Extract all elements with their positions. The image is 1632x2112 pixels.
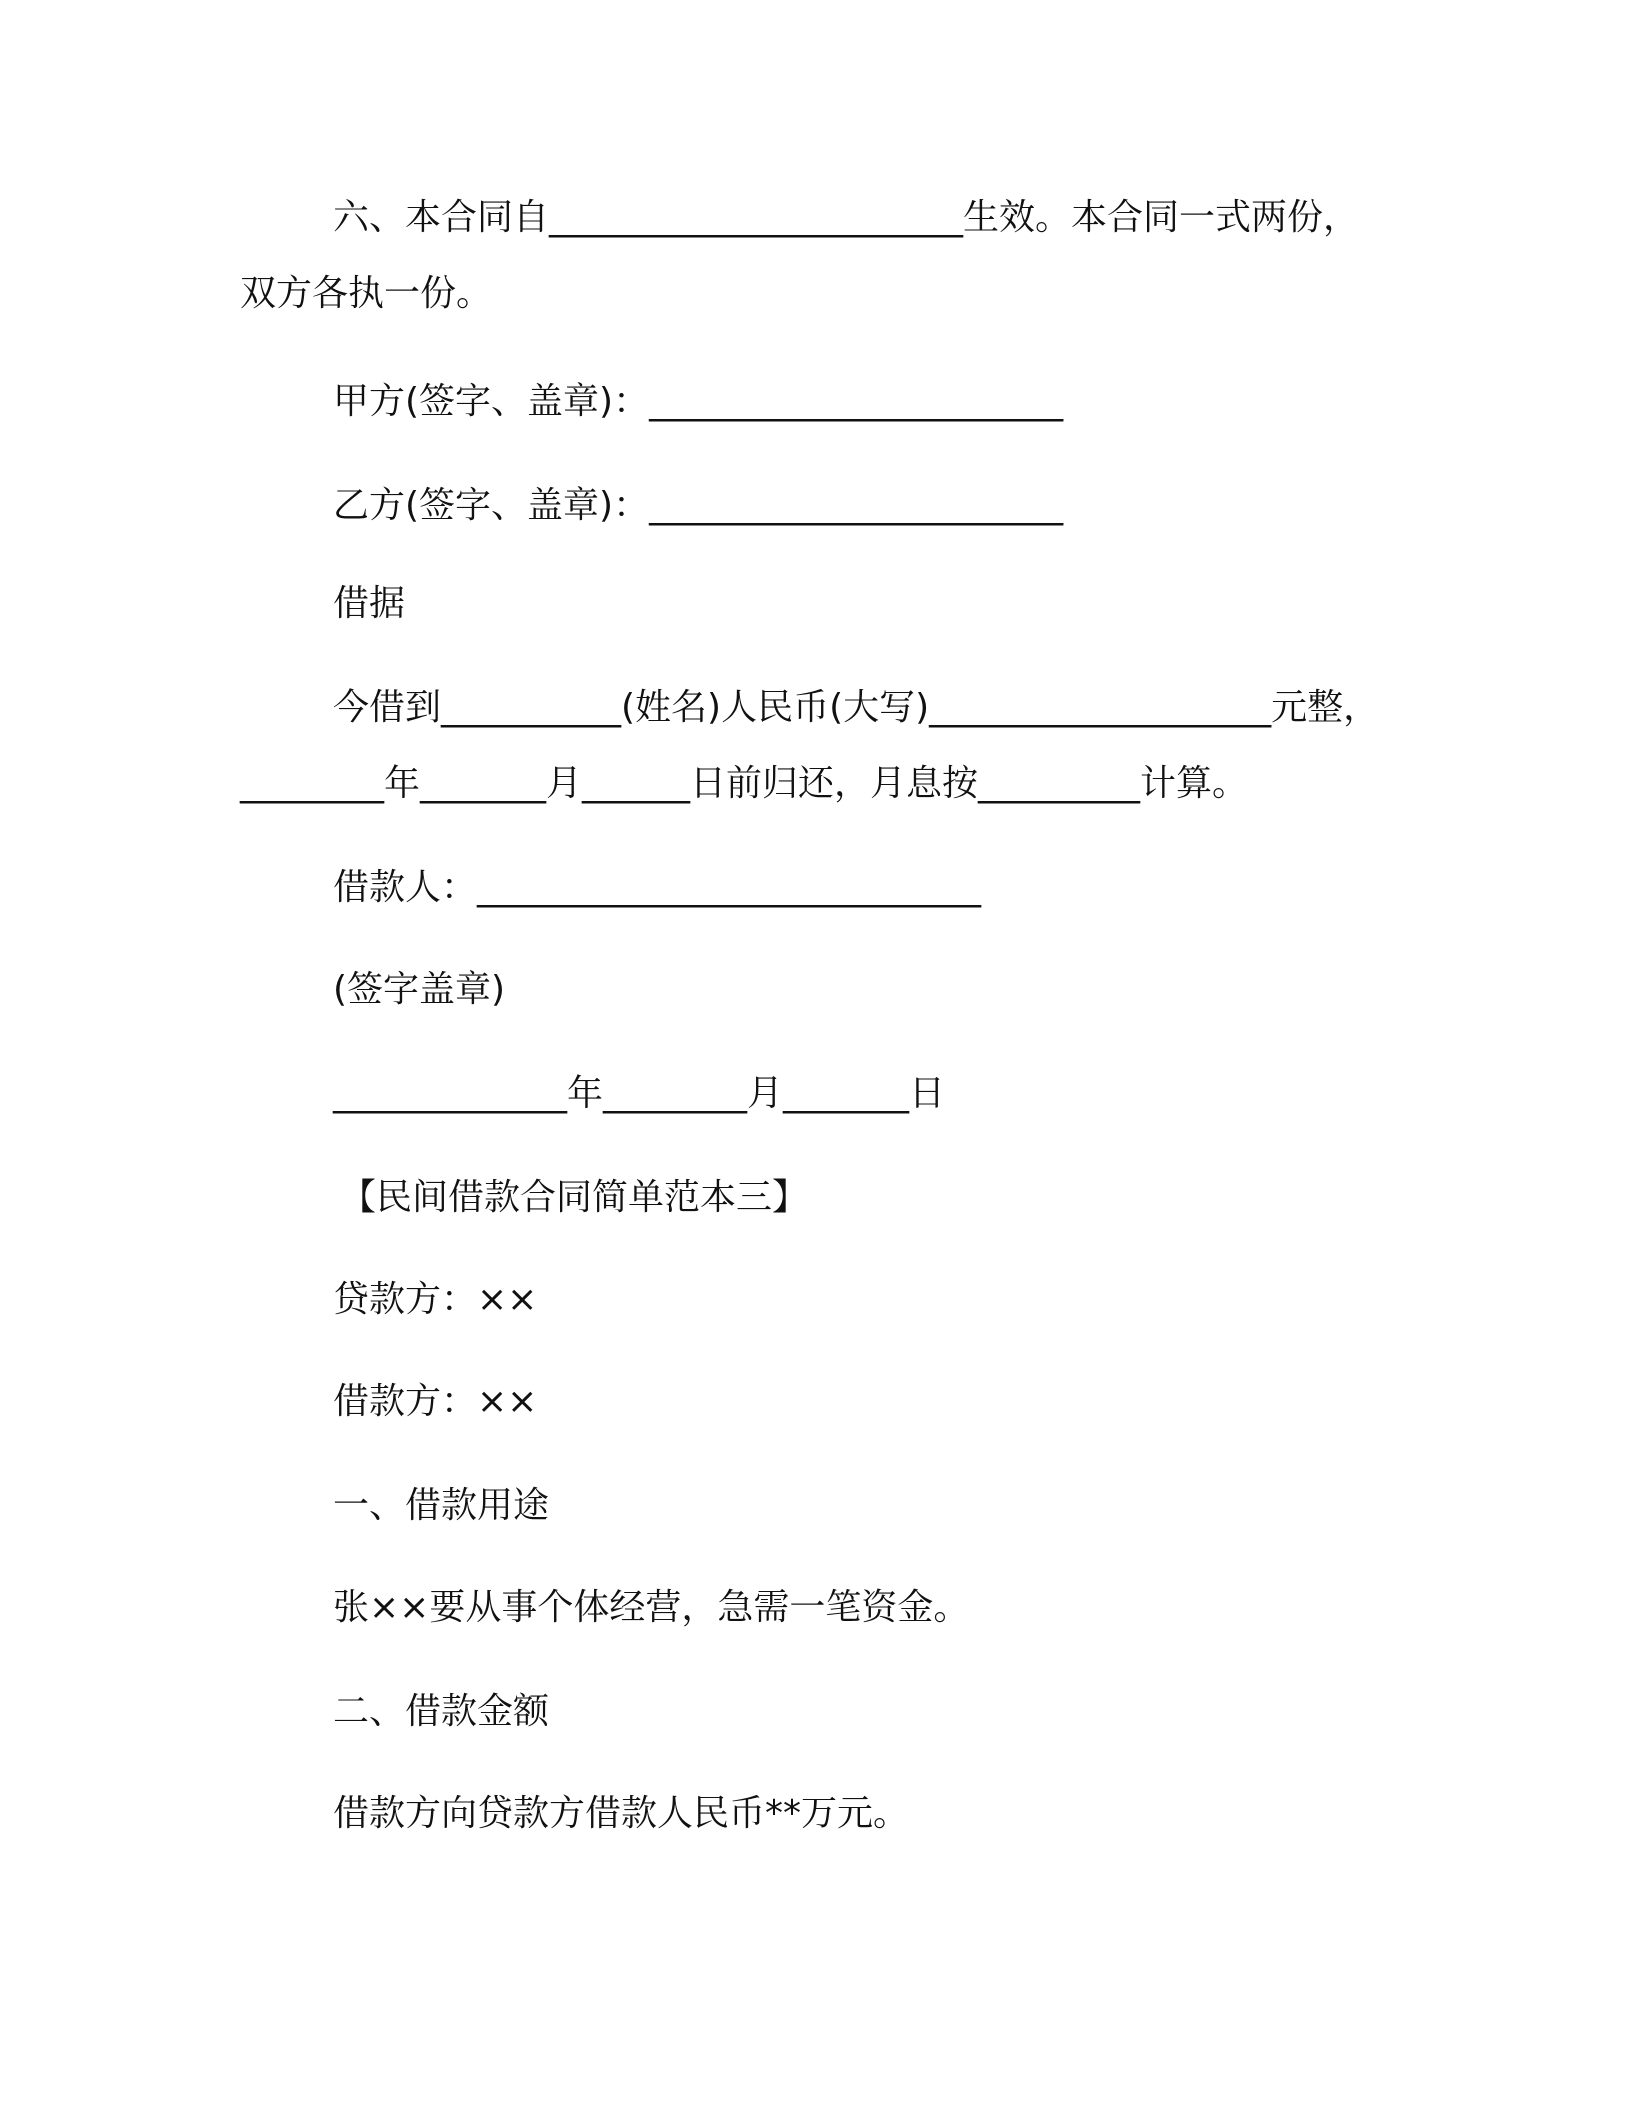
iou-repay-line: ________年_______月______日前归还，月息按_________计算。	[240, 763, 1249, 804]
lender-line: 贷款方：××	[333, 1279, 538, 1320]
template-three-title: 【民间借款合同简单范本三】	[340, 1177, 809, 1218]
section-one-heading: 一、借款用途	[333, 1485, 550, 1526]
clause-six-effective-date: 六、本合同自_______________________生效。本合同一式两份，	[333, 197, 1360, 238]
borrower-signature-line: 借款人：____________________________	[333, 867, 982, 908]
party-a-signature-line: 甲方(签字、盖章)：_______________________	[333, 381, 1064, 422]
date-line: _____________年________月_______日	[333, 1073, 945, 1114]
clause-six-copies: 双方各执一份。	[240, 273, 493, 314]
iou-borrow-line: 今借到__________(姓名)人民币(大写)___________________元整，	[333, 687, 1380, 728]
party-b-signature-line: 乙方(签字、盖章)：_______________________	[333, 485, 1064, 526]
section-two-heading: 二、借款金额	[333, 1691, 550, 1732]
section-two-body: 借款方向贷款方借款人民币**万元。	[333, 1793, 910, 1834]
sign-seal-note: (签字盖章)	[333, 969, 506, 1010]
section-one-body: 张××要从事个体经营，急需一笔资金。	[333, 1587, 970, 1628]
iou-heading: 借据	[333, 583, 406, 624]
borrower-line: 借款方：××	[333, 1381, 538, 1422]
